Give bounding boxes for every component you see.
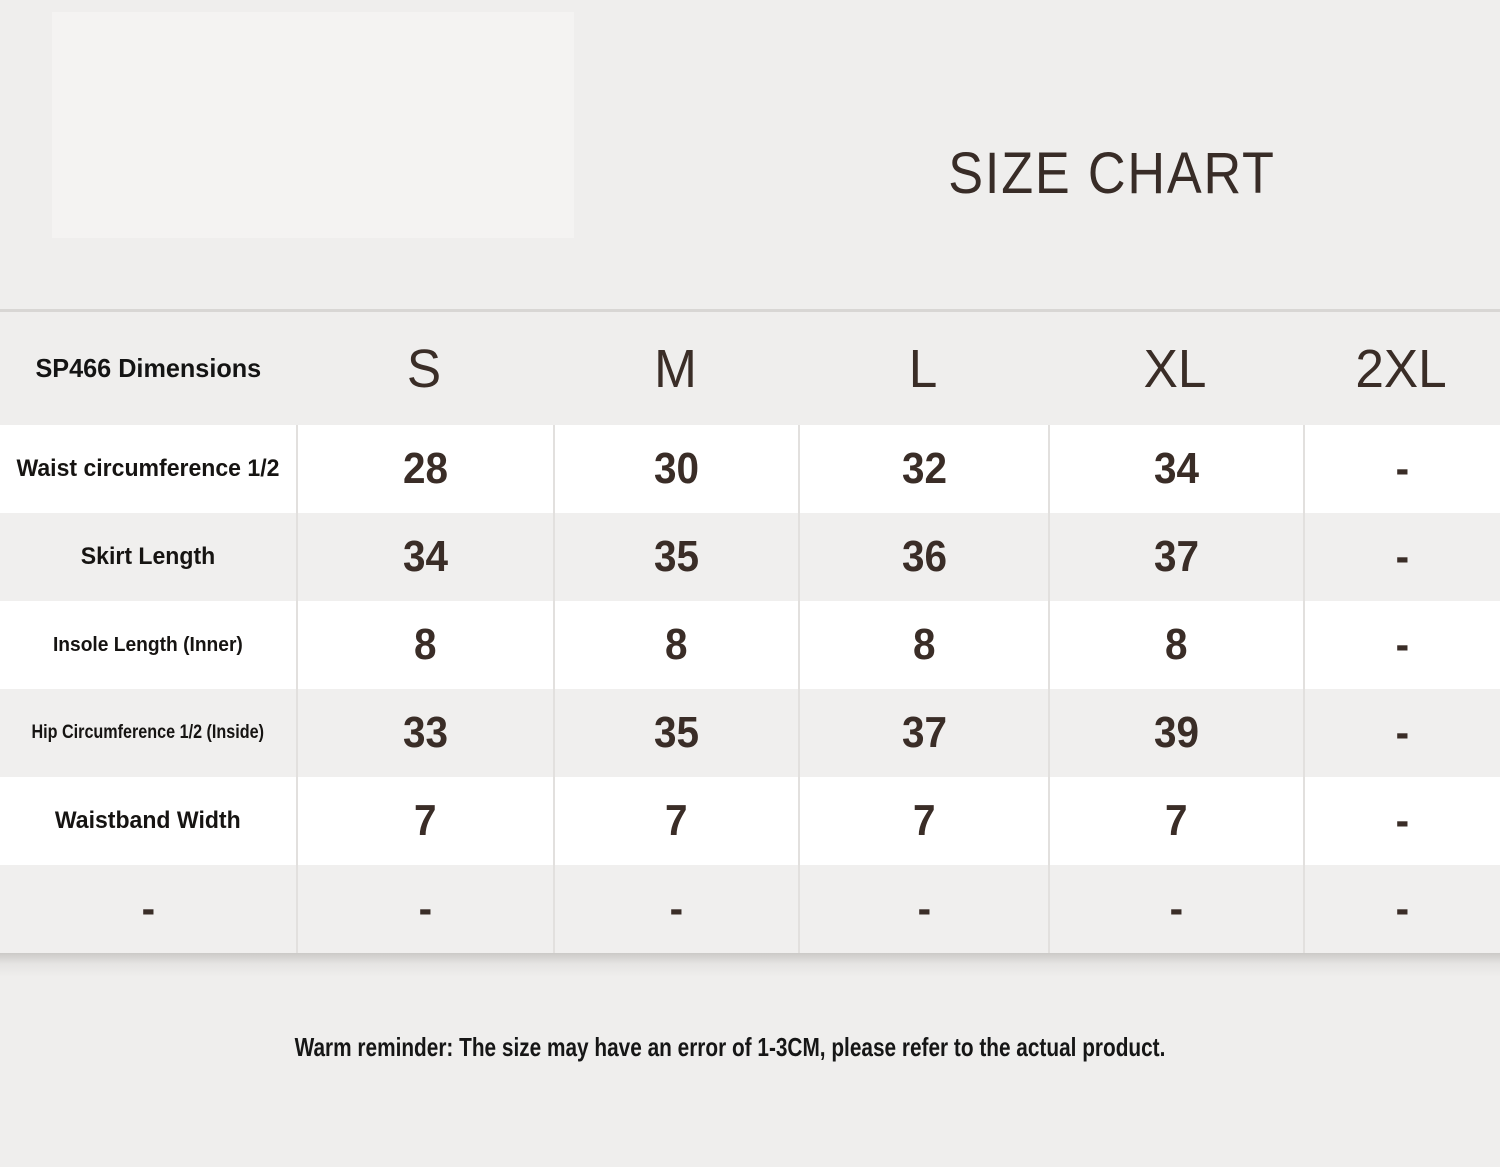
size-value-cell bbox=[1048, 601, 1303, 689]
size-value: 34 bbox=[402, 532, 449, 581]
size-value-cell bbox=[553, 689, 798, 777]
column-header-s-label: S bbox=[407, 338, 442, 399]
size-value: - bbox=[1395, 620, 1410, 669]
size-value: 7 bbox=[912, 796, 936, 845]
size-value: 30 bbox=[653, 444, 700, 493]
table-row-waistband-width bbox=[0, 777, 1500, 865]
table-header-row bbox=[0, 312, 1500, 425]
size-value: 8 bbox=[665, 620, 688, 669]
size-value-cell bbox=[553, 601, 798, 689]
size-value-cell bbox=[553, 865, 798, 953]
size-value: - bbox=[418, 884, 433, 933]
size-value-cell bbox=[798, 425, 1048, 513]
size-value: - bbox=[669, 884, 684, 933]
size-chart-title: SIZE CHART bbox=[948, 141, 1276, 206]
size-value: 7 bbox=[414, 796, 437, 845]
size-value: 28 bbox=[402, 444, 449, 493]
size-value: 34 bbox=[1153, 444, 1200, 493]
table-row-empty bbox=[0, 865, 1500, 953]
size-value: - bbox=[1395, 444, 1410, 493]
column-header-2xl-label: 2XL bbox=[1355, 338, 1448, 399]
size-value-cell bbox=[798, 601, 1048, 689]
column-header-l bbox=[798, 312, 1048, 425]
size-value: - bbox=[1395, 708, 1410, 757]
size-value-cell bbox=[296, 689, 553, 777]
size-value: 8 bbox=[912, 620, 936, 669]
row-label: Waistband Width bbox=[55, 807, 241, 834]
size-value: 35 bbox=[653, 532, 700, 581]
size-value-cell bbox=[1303, 689, 1500, 777]
table-row-waist-circumference bbox=[0, 425, 1500, 513]
footer-note: Warm reminder: The size may have an error of 1-3CM, please refer to the actual product. bbox=[294, 1032, 1166, 1062]
row-label: Insole Length (Inner) bbox=[53, 633, 243, 656]
column-header-s bbox=[296, 312, 553, 425]
size-value: - bbox=[1395, 796, 1410, 845]
size-value: 36 bbox=[901, 532, 947, 581]
row-label: Waist circumference 1/2 bbox=[16, 455, 280, 482]
table-row-insole-length bbox=[0, 601, 1500, 689]
size-value-cell bbox=[798, 865, 1048, 953]
column-header-m bbox=[553, 312, 798, 425]
column-header-dimensions bbox=[0, 312, 296, 425]
row-label: Skirt Length bbox=[80, 543, 216, 570]
size-value-cell bbox=[1048, 689, 1303, 777]
size-value: 7 bbox=[1165, 796, 1188, 845]
size-value-cell bbox=[1303, 601, 1500, 689]
column-header-l-label: L bbox=[908, 338, 938, 399]
size-value-cell bbox=[296, 601, 553, 689]
column-header-xl-label: XL bbox=[1144, 338, 1207, 399]
size-value: 37 bbox=[901, 708, 947, 757]
size-value-cell bbox=[296, 777, 553, 865]
size-value: 37 bbox=[1153, 532, 1200, 581]
size-value-cell bbox=[296, 865, 553, 953]
column-header-2xl bbox=[1303, 312, 1500, 425]
size-value: 8 bbox=[414, 620, 437, 669]
size-value: 32 bbox=[901, 444, 947, 493]
size-value: 39 bbox=[1153, 708, 1200, 757]
size-value-cell bbox=[553, 513, 798, 601]
size-value: 8 bbox=[1165, 620, 1188, 669]
size-table bbox=[0, 312, 1500, 953]
column-header-xl bbox=[1048, 312, 1303, 425]
size-value: 33 bbox=[402, 708, 449, 757]
size-value-cell bbox=[553, 777, 798, 865]
row-label: Hip Circumference 1/2 (Inside) bbox=[31, 722, 265, 743]
size-value-cell bbox=[1303, 777, 1500, 865]
row-label-cell bbox=[0, 865, 296, 953]
size-value: - bbox=[1395, 532, 1410, 581]
size-value-cell bbox=[296, 513, 553, 601]
size-value-cell bbox=[798, 777, 1048, 865]
size-value-cell bbox=[296, 425, 553, 513]
size-value: - bbox=[917, 884, 931, 933]
size-value: - bbox=[1169, 884, 1184, 933]
background-light-patch bbox=[52, 12, 574, 238]
size-value-cell bbox=[1048, 777, 1303, 865]
size-value: 7 bbox=[665, 796, 688, 845]
size-value-cell bbox=[1048, 865, 1303, 953]
column-header-m-label: M bbox=[654, 338, 697, 399]
size-value-cell bbox=[798, 513, 1048, 601]
table-bottom-shadow bbox=[0, 953, 1500, 977]
row-label-cell bbox=[0, 601, 296, 689]
size-value-cell bbox=[1303, 865, 1500, 953]
row-label: - bbox=[141, 884, 155, 933]
size-value-cell bbox=[1303, 513, 1500, 601]
size-value-cell bbox=[1048, 513, 1303, 601]
size-value-cell bbox=[1303, 425, 1500, 513]
row-label-cell bbox=[0, 513, 296, 601]
table-row-skirt-length bbox=[0, 513, 1500, 601]
size-value: 35 bbox=[653, 708, 700, 757]
column-header-dimensions-label: SP466 Dimensions bbox=[35, 353, 261, 383]
table-row-hip-circumference bbox=[0, 689, 1500, 777]
size-value: - bbox=[1395, 884, 1410, 933]
row-label-cell bbox=[0, 689, 296, 777]
size-value-cell bbox=[798, 689, 1048, 777]
size-value-cell bbox=[1048, 425, 1303, 513]
row-label-cell bbox=[0, 777, 296, 865]
size-value-cell bbox=[553, 425, 798, 513]
row-label-cell bbox=[0, 425, 296, 513]
